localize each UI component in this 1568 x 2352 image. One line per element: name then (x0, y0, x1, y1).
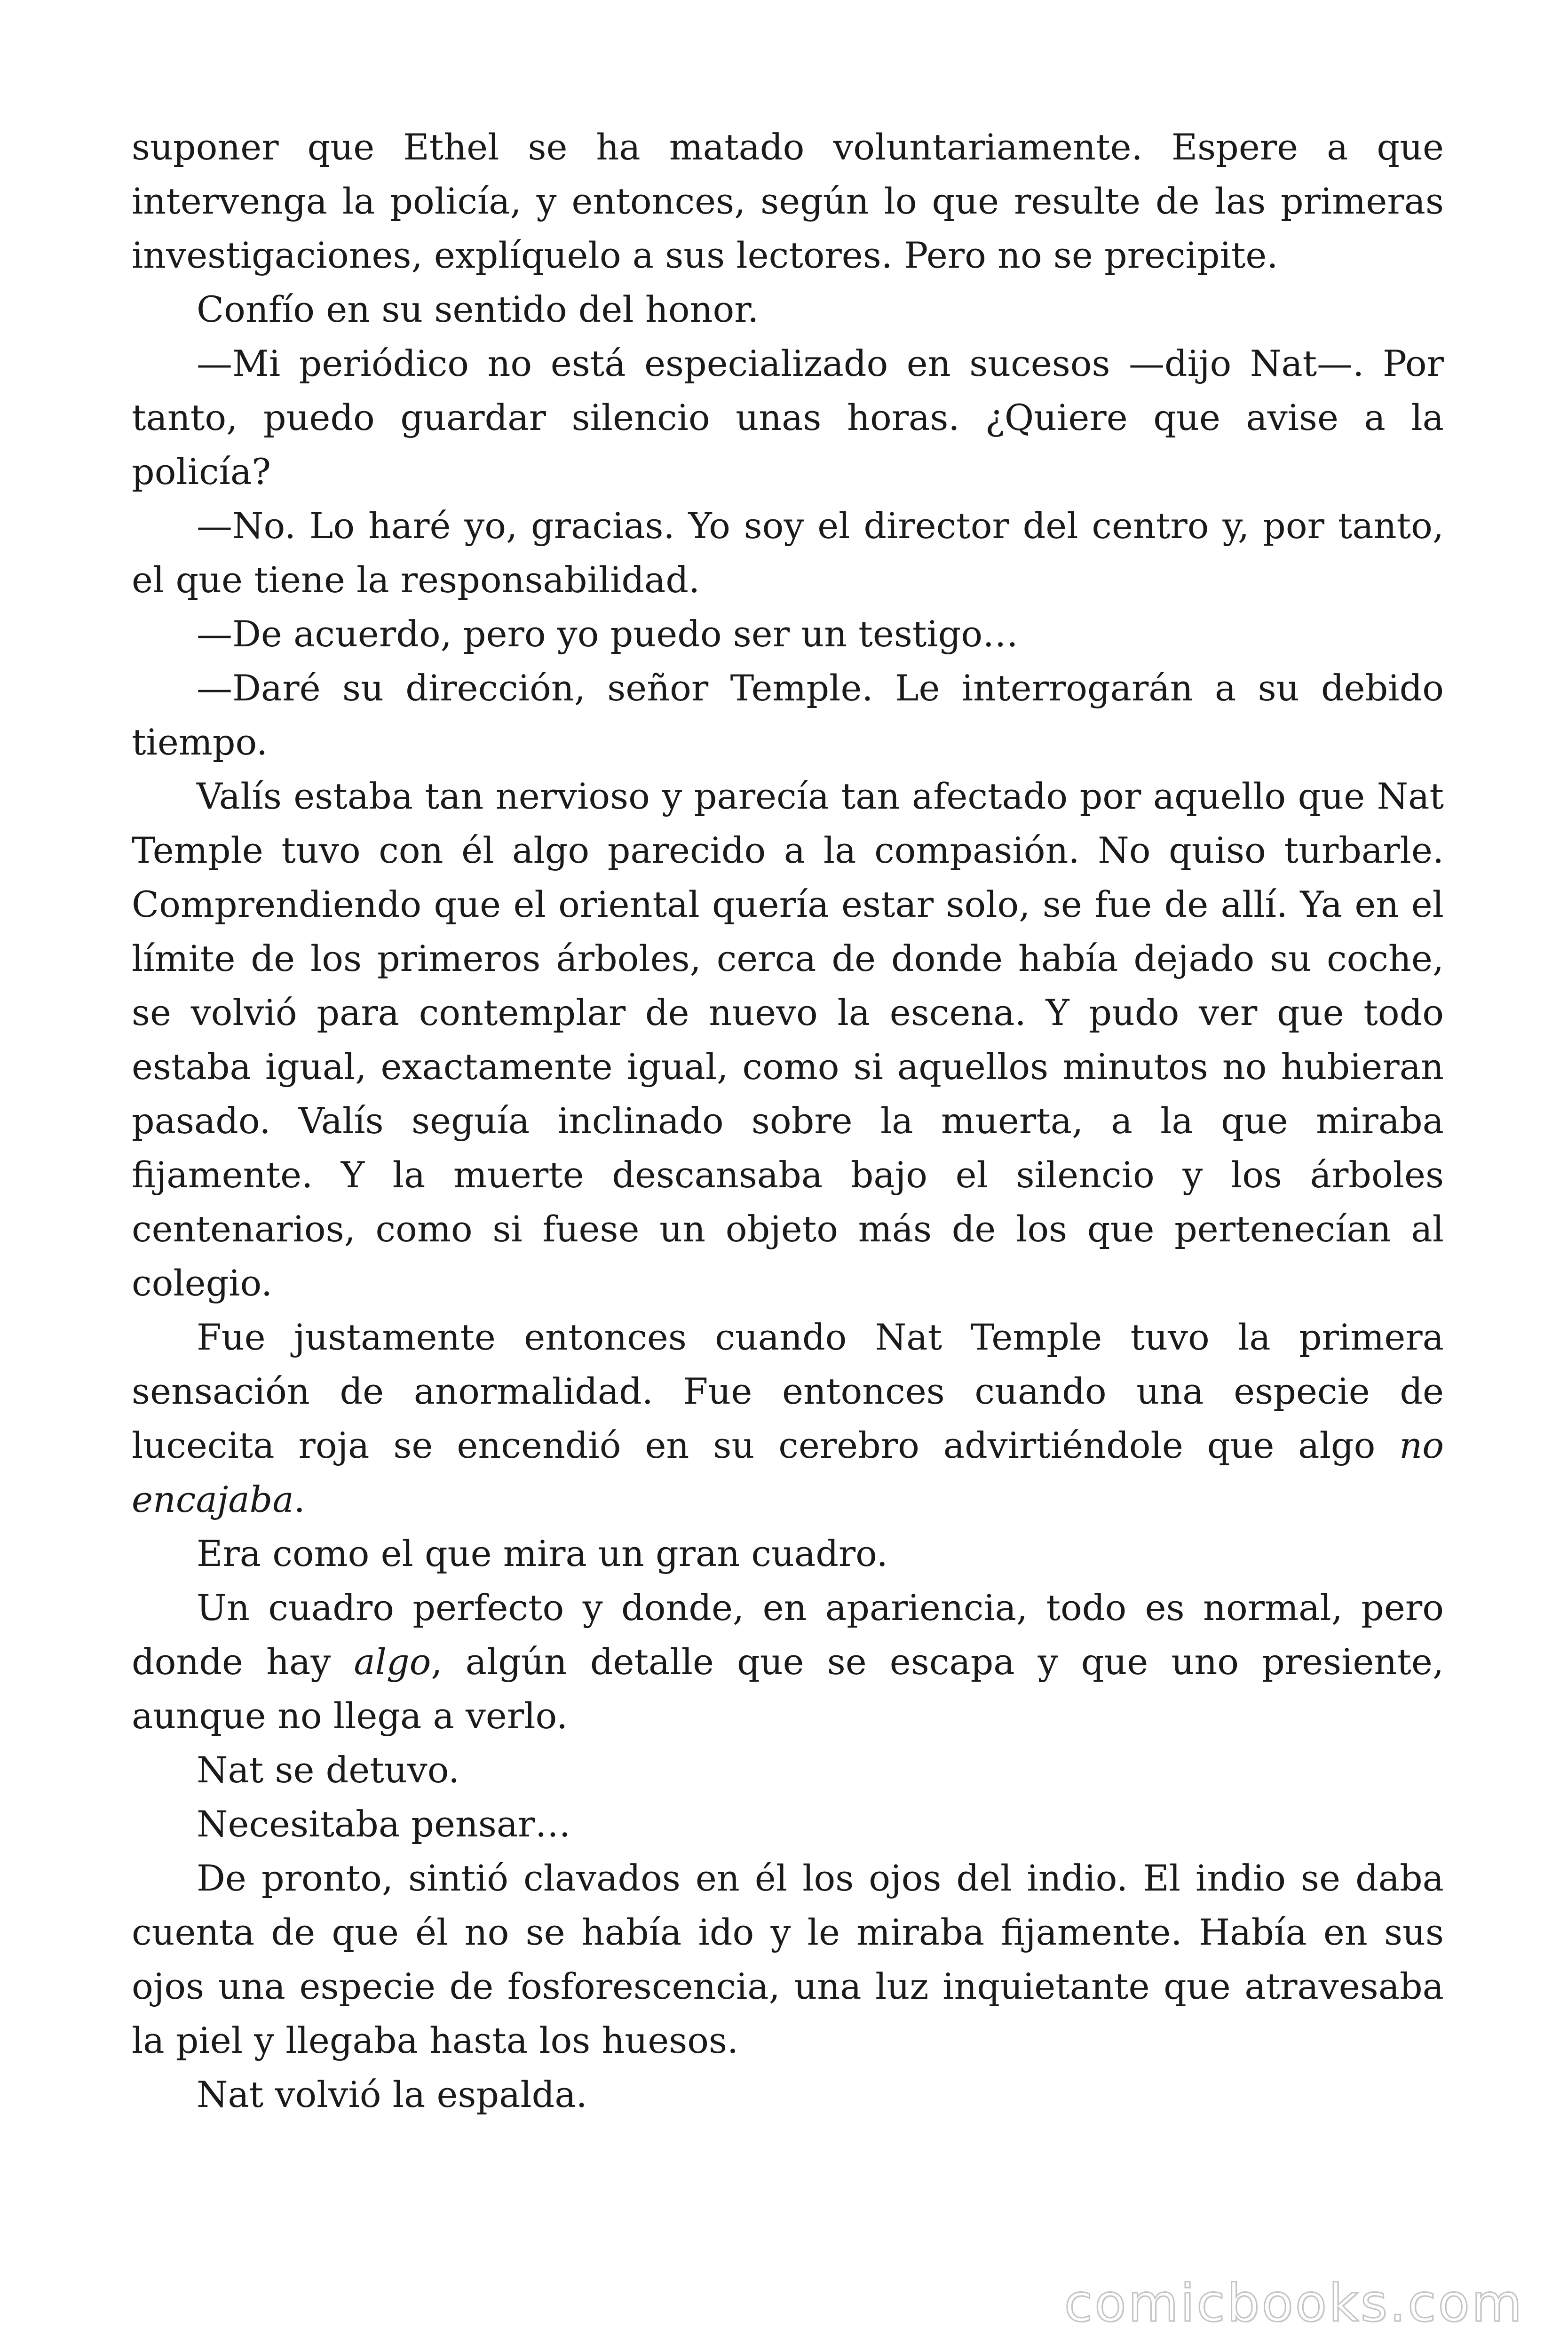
emphasis-text: algo (354, 1641, 431, 1683)
emphasis-text: no encajaba (132, 1424, 1444, 1520)
paragraph: Valís estaba tan nervioso y parecía tan afectado por aquello que Nat Temple tuvo con él algo parecido a la compasión. No quiso turbarle. Comprendiendo que el oriental quería estar solo, se fue de allí. Ya en el límite de los primeros árboles, cerca de donde había dejado su coche, se volvió para contemplar de nuevo la escena. Y pudo ver que todo estaba igual, exactamente igual, como si aquellos minutos no hubieran pasado. Valís seguía inclinado sobre la muerta, a la que miraba fijamente. Y la muerte descansaba bajo el silencio y los árboles centenarios, como si fuese un objeto más de los que pertenecían al colegio. (132, 775, 1444, 1304)
book-page-text (132, 120, 1444, 2122)
paragraph-dialogue: —No. Lo haré yo, gracias. Yo soy el director del centro y, por tanto, el que tiene la responsabilidad. (132, 505, 1444, 601)
paragraph: Confío en su sentido del honor. (197, 288, 759, 330)
paragraph-dialogue: —De acuerdo, pero yo puedo ser un testigo… (197, 613, 1019, 655)
paragraph-with-emphasis (132, 1310, 1444, 1526)
paragraph-dialogue: —Daré su dirección, señor Temple. Le interrogarán a su debido tiempo. (132, 667, 1444, 763)
paragraph: Nat volvió la espalda. (197, 2074, 587, 2115)
paragraph-text: . (293, 1478, 305, 1520)
paragraph-dialogue: —Mi periódico no está especializado en sucesos —dijo Nat—. Por tanto, puedo guardar silencio unas horas. ¿Quiere que avise a la policía? (132, 342, 1444, 493)
paragraph-continuation: suponer que Ethel se ha matado voluntariamente. Espere a que intervenga la policía, y entonces, según lo que resulte de las primeras investigaciones, explíquelo a sus lectores. Pero no se precipite. (132, 126, 1444, 276)
paragraph: De pronto, sintió clavados en él los ojos del indio. El indio se daba cuenta de que él no se había ido y le miraba fijamente. Había en sus ojos una especie de fosforescencia, una luz inquietante que atravesaba la piel y llegaba hasta los huesos. (132, 1857, 1444, 2061)
watermark-logo: comicbooks.com (1064, 2273, 1524, 2333)
paragraph: Necesitaba pensar… (197, 1803, 571, 1845)
paragraph-text: Un cuadro perfecto y donde, en apariencia, todo es normal, pero donde hay (132, 1587, 1444, 1683)
paragraph-text: , algún detalle que se escapa y que uno presiente, aunque no llega a verlo. (132, 1641, 1444, 1737)
paragraph: Era como el que mira un gran cuadro. (197, 1533, 888, 1574)
paragraph-with-emphasis (132, 1581, 1444, 1743)
paragraph-text: Fue justamente entonces cuando Nat Temple tuvo la primera sensación de anormalidad. Fue entonces cuando una especie de lucecita roja se encendió en su cerebro advirtiéndole que algo (132, 1316, 1444, 1466)
paragraph: Nat se detuvo. (197, 1749, 460, 1791)
